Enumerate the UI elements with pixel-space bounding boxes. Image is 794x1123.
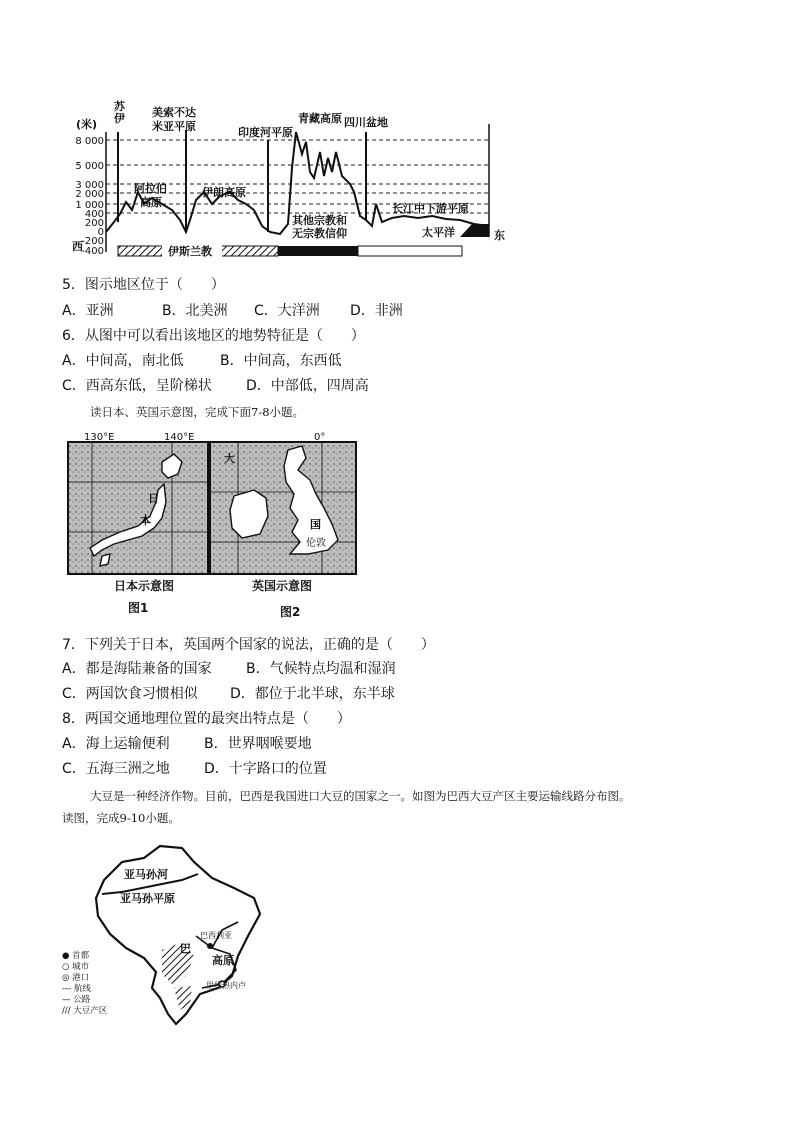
y-tick: -200	[81, 236, 104, 247]
uk-caption: 英国示意图	[252, 579, 313, 593]
japan-lon-2: 140°E	[164, 432, 195, 443]
question-6-options	[62, 352, 342, 370]
intro-9-10-line2: 读图，完成9-10小题。	[62, 811, 180, 825]
fig2-caption: 图2	[280, 605, 301, 619]
y-tick: 5 000	[75, 161, 104, 172]
question-6-options-2	[62, 377, 369, 395]
terrain-profile-figure	[62, 92, 512, 267]
y-tick: 3 000	[75, 180, 104, 191]
label-other-rel-2: 无宗教信仰	[292, 227, 347, 240]
label-amazon-plain: 亚马孙平原	[120, 892, 175, 905]
y-tick: 2 000	[75, 189, 104, 200]
option-b: B．气候特点均温和湿润	[246, 661, 396, 677]
label-arabian: 阿拉伯	[134, 182, 167, 195]
option-d: D．中部低，四周高	[246, 378, 369, 394]
question-5-options	[62, 302, 403, 320]
label-mesopotamia-2: 米亚平原	[152, 120, 196, 133]
legend-port: ◎ 港口	[62, 973, 90, 983]
legend-highway: — 公路	[62, 995, 91, 1005]
y-tick: -400	[81, 246, 104, 257]
intro-7-8: 读日本、英国示意图，完成下面7-8小题。	[90, 405, 305, 419]
legend-city: ○ 城市	[62, 962, 90, 972]
japan-caption: 日本示意图	[114, 579, 175, 593]
label-suez: 苏	[114, 100, 125, 113]
label-plateau-b: 高原	[212, 954, 234, 967]
legend-soy: /// 大豆产区	[62, 1006, 108, 1016]
option-a: A．都是海陆兼备的国家	[62, 661, 212, 677]
option-a: A．中间高，南北低	[62, 353, 184, 369]
y-tick: 400	[84, 209, 104, 220]
uk-big: 大	[224, 452, 235, 465]
question-7-options-2	[62, 685, 395, 703]
label-brasilia: 巴西利亚	[200, 931, 232, 940]
brazil-soy-map	[62, 838, 272, 1028]
option-c: C．两国饮食习惯相似	[62, 686, 198, 702]
label-suez-2: 伊	[114, 112, 125, 125]
option-d: D．非洲	[350, 303, 403, 319]
question-7-options	[62, 660, 396, 678]
question-8: 8．两国交通地理位置的最突出特点是（ ）	[62, 711, 351, 727]
option-b: B．世界咽喉要地	[204, 736, 312, 752]
label-sichuan: 四川盆地	[344, 116, 388, 129]
question-5: 5．图示地区位于（ ）	[62, 277, 225, 293]
option-b: B．北美洲	[162, 303, 228, 319]
fig1-caption: 图1	[128, 601, 149, 615]
uk-london: 伦敦	[306, 538, 326, 549]
legend-shipping: --- 航线	[62, 984, 91, 994]
japan-lon-1: 130°E	[84, 432, 115, 443]
west-label: 西	[72, 240, 83, 253]
option-a: A．亚洲	[62, 303, 114, 319]
label-arabian-2: 高原	[140, 196, 162, 209]
label-pacific: 太平洋	[422, 226, 455, 239]
japan-char-1: 日	[148, 492, 159, 505]
label-amazon-river: 亚马孙河	[124, 868, 168, 881]
uk-lon-2: 0°	[314, 432, 326, 443]
question-6: 6．从图中可以看出该地区的地势特征是（ ）	[62, 328, 365, 344]
y-tick: 1 000	[75, 200, 104, 211]
option-d: D．十字路口的位置	[204, 761, 327, 777]
label-plateau-a: 巴	[180, 942, 191, 955]
question-8-options	[62, 735, 312, 753]
japan-uk-maps	[62, 432, 362, 627]
label-mesopotamia: 美索不达	[152, 106, 196, 119]
question-8-options-2	[62, 760, 327, 778]
option-c: C．五海三洲之地	[62, 761, 170, 777]
intro-9-10-line1: 大豆是一种经济作物。目前，巴西是我国进口大豆的国家之一。如图为巴西大豆产区主要运输线路分布图。	[90, 789, 631, 803]
option-c: C．西高东低，呈阶梯状	[62, 378, 212, 394]
uk-country: 国	[310, 518, 321, 531]
label-indus: 印度河平原	[238, 126, 293, 139]
legend-capital: ● 首都	[62, 951, 90, 961]
label-yangtze: 长江中下游平原	[392, 202, 469, 215]
y-tick: 200	[84, 218, 104, 229]
label-rio: 里约热内卢	[206, 981, 246, 990]
label-islam: 伊斯兰教	[168, 245, 212, 258]
japan-char-2: 本	[140, 514, 151, 527]
label-other-rel-1: 其他宗教和	[292, 214, 347, 227]
option-b: B．中间高，东西低	[220, 353, 342, 369]
east-label: 东	[494, 229, 505, 242]
y-tick: 0	[97, 227, 104, 238]
option-a: A．海上运输便利	[62, 736, 170, 752]
label-tibet: 青藏高原	[298, 112, 342, 125]
option-c: C．大洋洲	[254, 303, 320, 319]
profile-unit: (米)	[76, 118, 98, 131]
label-iranian: 伊朗高原	[202, 186, 246, 199]
question-7: 7．下列关于日本，英国两个国家的说法，正确的是（ ）	[62, 637, 435, 653]
option-d: D．都位于北半球，东半球	[230, 686, 395, 702]
y-tick: 8 000	[75, 136, 104, 147]
